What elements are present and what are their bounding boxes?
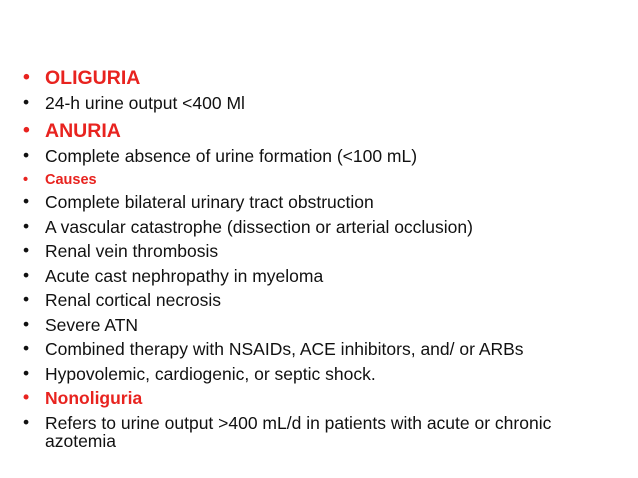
bullet-cause xyxy=(23,242,623,267)
bullet-text: Hypovolemic, cardiogenic, or septic shock. xyxy=(45,363,376,384)
bullet-cause xyxy=(23,313,623,341)
bullet-oliguria-definition xyxy=(23,94,623,119)
bullet-dot: • xyxy=(23,387,30,407)
bullet-dot: • xyxy=(23,191,30,211)
bullet-causes-heading xyxy=(23,171,623,193)
bullet-dot: • xyxy=(23,240,30,260)
bullet-text: Renal vein thrombosis xyxy=(45,241,219,261)
bullet-text: A vascular catastrophe (dissection or arterial occlusion) xyxy=(45,216,473,237)
bullet-cause xyxy=(23,264,623,292)
bullet-text: Complete bilateral urinary tract obstruction xyxy=(45,192,374,212)
bullet-dot: • xyxy=(23,313,30,334)
bullet-text: Renal cortical necrosis xyxy=(45,290,222,310)
bullet-cause xyxy=(23,215,623,243)
bullet-dot: • xyxy=(23,92,30,112)
bullet-dot: • xyxy=(23,289,30,309)
bullet-dot: • xyxy=(23,215,30,236)
bullet-text: 24-h urine output <400 Ml xyxy=(45,93,245,113)
bullet-cause xyxy=(23,291,623,316)
bullet-dot: • xyxy=(23,144,30,165)
bullet-nonoliguria-definition xyxy=(23,411,623,460)
bullet-anuria-heading xyxy=(23,119,623,147)
bullet-oliguria-heading xyxy=(23,66,623,94)
bullet-dot: • xyxy=(23,362,30,383)
bullet-text: Nonoliguria xyxy=(45,388,143,408)
bullet-text: Refers to urine output >400 mL/d in patients with acute or chronic azotemia xyxy=(45,412,552,451)
bullet-text: Combined therapy with NSAIDs, ACE inhibitors, and/ or ARBs xyxy=(45,339,524,359)
bullet-cause xyxy=(23,340,623,365)
bullet-text: Severe ATN xyxy=(45,314,139,335)
bullet-text: ANURIA xyxy=(45,119,121,142)
bullet-dot: • xyxy=(23,264,30,285)
bullet-dot: • xyxy=(23,66,30,88)
bullet-list xyxy=(23,66,623,460)
bullet-dot: • xyxy=(23,118,30,141)
bullet-cause xyxy=(23,362,623,390)
bullet-text: Complete absence of urine formation (<100 mL) xyxy=(45,145,418,166)
bullet-dot: • xyxy=(23,411,30,432)
bullet-anuria-definition xyxy=(23,144,623,172)
bullet-text: Causes xyxy=(45,172,97,188)
bullet-text: OLIGURIA xyxy=(45,67,141,89)
bullet-dot: • xyxy=(23,338,30,358)
bullet-text: Acute cast nephropathy in myeloma xyxy=(45,265,324,286)
bullet-cause xyxy=(23,193,623,218)
bullet-dot: • xyxy=(23,172,29,188)
bullet-nonoliguria-heading xyxy=(23,389,623,414)
